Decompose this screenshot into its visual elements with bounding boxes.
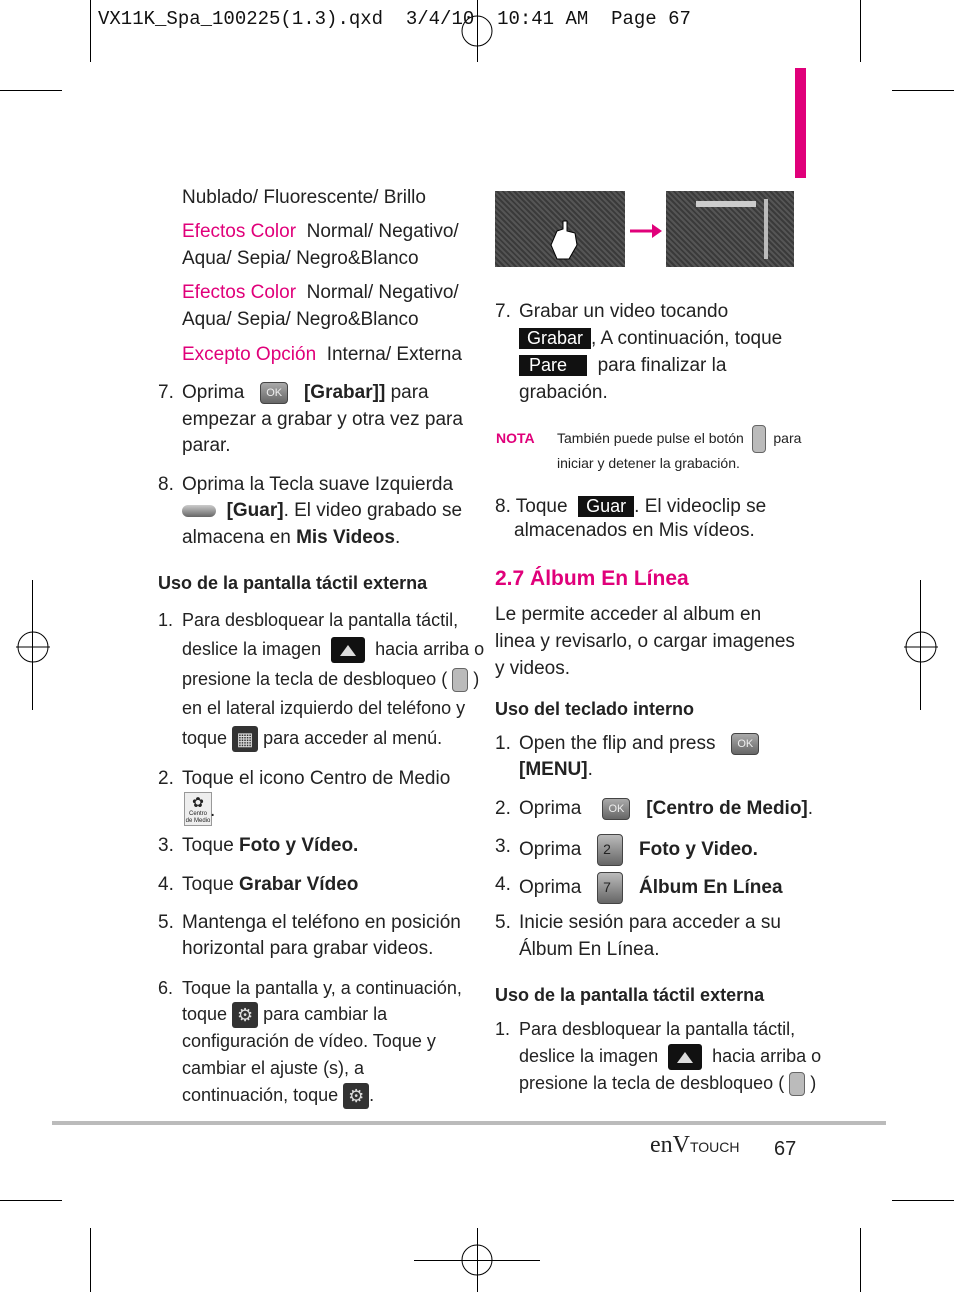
option-line: Excepto Opción Interna/ Externa (182, 344, 462, 365)
ok-key-icon: OK (260, 382, 288, 404)
step-line: Grabar un video tocando (519, 301, 729, 322)
step-line: en el lateral izquierdo del teléfono y (182, 698, 466, 718)
registration-mark (460, 1243, 494, 1277)
step-line: empezar a grabar y otra vez para (182, 409, 463, 430)
step-line: cambiar el ajuste (s), a (182, 1058, 365, 1078)
step-line: 8. Toque Guar . El videoclip se (495, 496, 767, 517)
step-line: Oprima la Tecla suave Izquierda (182, 474, 454, 495)
step-line: . (210, 800, 216, 821)
settings-gear-icon: ⚙ (232, 1002, 258, 1028)
note-label: NOTA (496, 430, 535, 446)
side-key-icon (752, 425, 766, 453)
step-number: 2. (495, 798, 511, 819)
option-line: Efectos Color Normal/ Negativo/ (182, 282, 459, 303)
text-line: Nublado/ Fluorescente/ Brillo (182, 187, 426, 208)
step-line: toque ⚙ para cambiar la (182, 1001, 387, 1028)
crop-mark (860, 1228, 861, 1292)
section-tab (795, 68, 806, 178)
subheading: Uso del teclado interno (495, 699, 695, 719)
step-number: 8. (158, 474, 174, 495)
step-number: 2. (158, 768, 174, 789)
save-button-label: Guar (578, 496, 634, 517)
text-line: Aqua/ Sepia/ Negro&Blanco (182, 309, 419, 330)
footer-rule (52, 1121, 886, 1125)
key-2-icon: 2 (597, 834, 623, 866)
step-line: toque ▦ para acceder al menú. (182, 725, 442, 752)
step-line: Oprima 7 Álbum En Línea (519, 872, 783, 904)
step-line: [Guar]. El video grabado se (182, 498, 462, 524)
crop-mark (892, 1200, 954, 1201)
step-line: Oprima 2 Foto y Video. (519, 834, 758, 866)
note-line: También puede pulse el botón para (557, 425, 801, 453)
step-line: horizontal para grabar videos. (182, 938, 434, 959)
intro-line: linea y revisarlo, o cargar imagenes (495, 631, 795, 652)
subheading: Uso de la pantalla táctil externa (495, 985, 765, 1005)
crop-mark (0, 1200, 62, 1201)
step-number: 1. (495, 733, 511, 754)
unlock-key-icon (789, 1072, 805, 1096)
step-line: almacena en Mis Videos. (182, 527, 401, 548)
unlock-key-icon (452, 668, 468, 692)
ok-key-icon: OK (602, 798, 630, 820)
step-line: Toque el icono Centro de Medio (182, 768, 451, 789)
record-button-label: Grabar (519, 328, 591, 349)
unlock-arrow-icon (331, 637, 365, 663)
step-line: Open the flip and press OK (519, 731, 759, 757)
step-line: Para desbloquear la pantalla táctil, (519, 1019, 796, 1039)
unlock-arrow-icon (668, 1044, 702, 1070)
arrow-right-icon (630, 222, 662, 240)
step-line: configuración de vídeo. Toque y (182, 1031, 436, 1051)
step-line: parar. (182, 435, 231, 456)
crop-mark (0, 90, 62, 91)
step-number: 3. (495, 836, 511, 857)
step-line: presione la tecla de desbloqueo ( ) (519, 1070, 816, 1096)
step-line: Toque Grabar Vídeo (182, 874, 359, 895)
intro-line: y videos. (495, 658, 570, 679)
step-number: 6. (158, 978, 174, 998)
registration-mark (904, 630, 938, 664)
step-line: continuación, toque ⚙ . (182, 1082, 374, 1109)
registration-mark (16, 630, 50, 664)
crop-mark (892, 90, 954, 91)
step-line: Pare para finalizar la (519, 353, 726, 379)
crop-mark (860, 0, 861, 62)
brand-logo: enVTOUCH (650, 1132, 740, 1158)
step-number: 5. (158, 912, 174, 933)
note-line: iniciar y detener la grabación. (557, 455, 740, 471)
step-line: Oprima OK [Centro de Medio]. (519, 798, 814, 819)
step-number: 4. (158, 874, 174, 895)
step-number: 7. (158, 382, 174, 403)
camera-screen-image (495, 191, 625, 267)
ok-key-icon: OK (731, 733, 759, 755)
step-line: Inicie sesión para acceder a su (519, 912, 781, 933)
step-line: Toque la pantalla y, a continuación, (182, 978, 462, 998)
soft-key-icon (182, 505, 216, 517)
step-line: Para desbloquear la pantalla táctil, (182, 610, 459, 630)
step-line: Toque Foto y Vídeo. (182, 835, 359, 856)
step-line: almacenados en Mis vídeos. (514, 520, 755, 541)
step-line: grabación. (519, 382, 608, 403)
step-line: Álbum En Línea. (519, 939, 660, 960)
text-line: Aqua/ Sepia/ Negro&Blanco (182, 248, 419, 269)
step-number: 3. (158, 835, 174, 856)
step-line: deslice la imagen hacia arriba o (182, 636, 484, 663)
media-center-icon: ✿ Centro de Medio (185, 794, 211, 824)
settings-gear-icon: ⚙ (343, 1083, 369, 1109)
step-line: Oprima OK [Grabar]] para (182, 382, 429, 403)
step-line: [MENU]. (519, 759, 593, 780)
crop-mark (90, 0, 91, 62)
menu-icon: ▦ (232, 726, 258, 752)
crop-mark (90, 1228, 91, 1292)
stop-button-label: Pare (519, 355, 587, 376)
page-number: 67 (774, 1138, 797, 1160)
option-line: Efectos Color Normal/ Negativo/ (182, 221, 459, 242)
step-number: 1. (158, 610, 174, 630)
file-header: VX11K_Spa_100225(1.3).qxd 3/4/10 10:41 AM Page 67 (98, 8, 691, 30)
recording-screen-image (666, 191, 794, 267)
step-line: presione la tecla de desbloqueo ( ) (182, 666, 479, 692)
step-line: Mantenga el teléfono en posición (182, 912, 461, 933)
intro-line: Le permite acceder al album en (495, 604, 762, 625)
step-line: Grabar , A continuación, toque (519, 326, 782, 352)
step-number: 1. (495, 1019, 511, 1039)
section-title: 2.7 Álbum En Línea (495, 567, 689, 590)
step-line: deslice la imagen hacia arriba o (519, 1043, 821, 1070)
step-number: 5. (495, 912, 511, 933)
key-7-icon: 7 (597, 872, 623, 904)
step-number: 7. (495, 301, 511, 322)
subheading: Uso de la pantalla táctil externa (158, 573, 428, 593)
step-number: 4. (495, 874, 511, 895)
